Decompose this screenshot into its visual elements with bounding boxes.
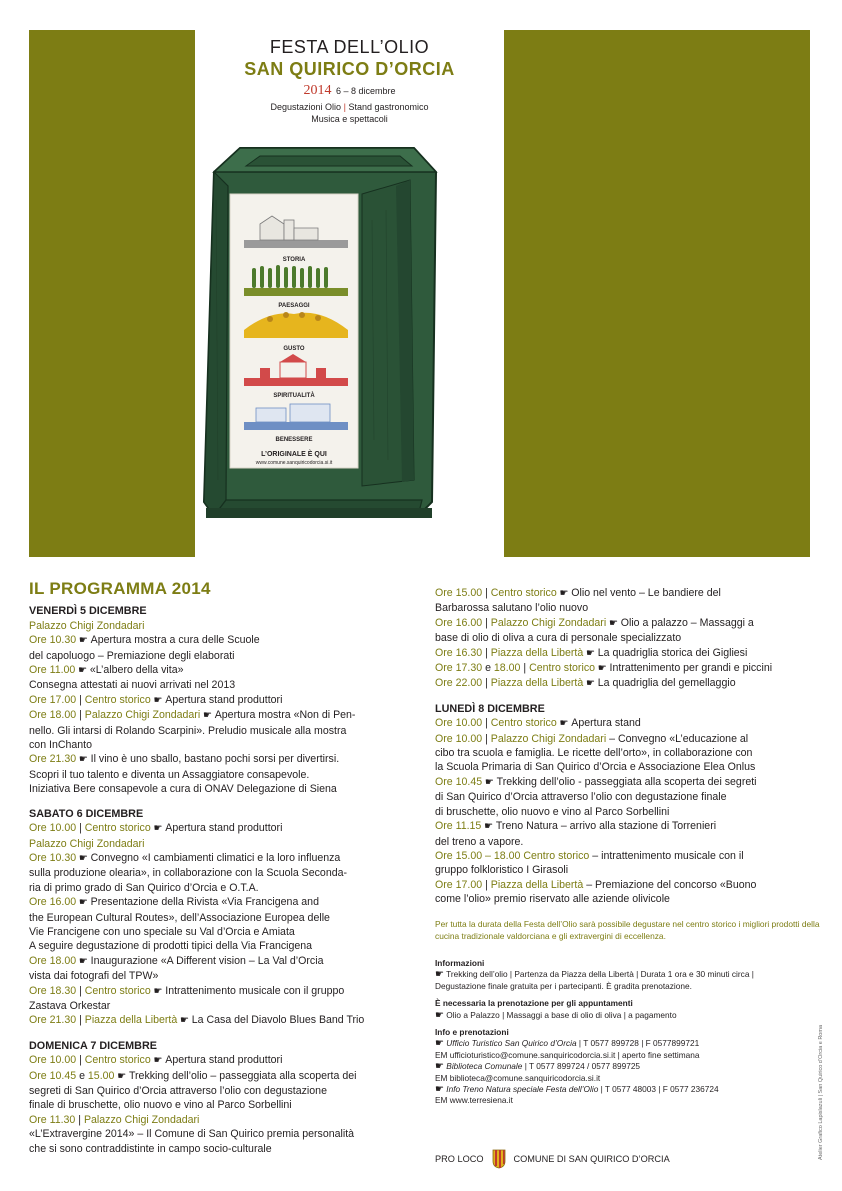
event-text: la Scuola Primaria di San Quirico d’Orcia e Associazione Elea Onlus: [435, 761, 756, 774]
event-text: Inaugurazione «A Different vision – La Val d’Orcia: [90, 954, 324, 967]
contact-phone: | T 0577 899728 | F 0577899721: [578, 1038, 700, 1049]
event-text: del treno a vapore.: [435, 835, 524, 848]
label-storia: STORIA: [282, 257, 306, 263]
day-monday: [435, 702, 825, 907]
event-line: [435, 601, 825, 615]
event-text: finale di bruschette, olio nuovo e vino al Parco Sorbellini: [29, 1099, 292, 1112]
event-place: Palazzo Chigi Zondadari: [83, 1113, 200, 1126]
event-text: Apertura stand: [571, 717, 641, 730]
day-title: DOMENICA 7 DICEMBRE: [29, 1039, 157, 1052]
event-time: Ore 10.00: [29, 822, 77, 835]
event-line: [435, 775, 825, 790]
event-text: Intrattenimento musicale con il gruppo: [165, 984, 345, 997]
hand-pointer-icon: ☛: [150, 985, 166, 997]
event-line: [29, 782, 409, 796]
day-title: LUNEDÌ 8 DICEMBRE: [435, 702, 545, 715]
event-place: Piazza della Libertà: [84, 1014, 178, 1027]
footer-logos: [435, 1149, 815, 1169]
event-text: Consegna attestati ai nuovi arrivati nel 2013: [29, 679, 236, 692]
event-text: segreti di San Quirico d’Orcia attraverso l’olio con degustazione: [29, 1085, 327, 1097]
event-line: [435, 805, 825, 819]
event-line: [435, 819, 825, 834]
event-time: Ore 16.30: [435, 646, 483, 659]
event-time: Ore 18.00: [29, 709, 77, 722]
olive-panel-right: [504, 30, 810, 557]
event-time: Ore 15.00 – 18.00 Centro storico: [435, 849, 590, 862]
event-line: Ore 18.30 | Centro storico ☛ Intrattenimento musicale con il gruppo: [29, 984, 345, 997]
event-text: ria di primo grado di San Quirico d’Orcia e O.T.A.: [29, 881, 259, 894]
event-line: Ore 10.00 | Palazzo Chigi Zondadari – Convegno «L’educazione al: [435, 732, 749, 745]
hand-pointer-icon: ☛: [76, 635, 91, 647]
event-place: Centro storico: [84, 984, 151, 997]
event-place: Centro storico: [84, 1054, 151, 1067]
hand-pointer-icon: ☛: [583, 647, 598, 659]
event-line: [29, 724, 409, 738]
olive-panel-left: [29, 30, 195, 557]
event-line: [29, 678, 409, 692]
event-time: Ore 11.15: [435, 820, 482, 833]
hand-pointer-icon: ☛: [482, 776, 497, 788]
event-time: Ore 21.30: [29, 1014, 77, 1027]
hand-pointer-icon: ☛: [150, 1055, 166, 1067]
event-time: Ore 11.30: [29, 1113, 76, 1126]
event-text: sulla produzione olearia», in collaborazione con la Scuola Seconda-: [29, 867, 348, 880]
event-text: Trekking dell’olio - passeggiata alla scoperta dei segreti: [496, 775, 757, 788]
event-text: del capoluogo – Premiazione degli elaborati: [29, 649, 235, 662]
event-text: Olio a palazzo – Massaggi a: [620, 616, 754, 629]
event-line: [29, 881, 409, 895]
program-right-column: [435, 586, 825, 917]
hand-pointer-icon: ☛: [150, 694, 166, 706]
event-line: [435, 746, 825, 760]
festival-location: SAN QUIRICO D’ORCIA: [244, 59, 455, 79]
event-place: Piazza della Libertà: [490, 646, 584, 659]
event-time: Ore 10.30: [29, 851, 77, 864]
event-time: Ore 10.00: [435, 717, 483, 730]
event-place: Palazzo Chigi Zondadari: [490, 732, 607, 745]
event-line: [29, 954, 409, 969]
hand-pointer-icon: ☛: [114, 1070, 129, 1082]
event-text: Barbarossa salutano l’olio nuovo: [435, 602, 589, 615]
event-text: La quadriglia storica dei Gigliesi: [597, 646, 748, 659]
day-saturday: [29, 807, 409, 1029]
event-text: di bruschette, olio nuovo e vino al Parco Sorbellini: [435, 805, 670, 818]
contacts-heading: Info e prenotazioni: [435, 1027, 509, 1038]
hand-pointer-icon: ☛: [76, 754, 91, 766]
event-text: base di olio di oliva a cura di personale specializzato: [435, 632, 682, 645]
event-text: Scopri il tuo talento e diventa un Assaggiatore consapevole.: [29, 768, 310, 781]
food-note: Per tutta la durata della Festa dell’Olio sarà possibile degustare nel centro storico i migliori prodotti della cucina tradizionale valdorciana e gli extravergini di eccellenza.: [435, 919, 820, 941]
event-time: Ore 11.00: [29, 664, 76, 677]
event-text: «L’Extravergine 2014» – Il Comune di San Quirico premia personalità: [29, 1128, 355, 1141]
event-line: [29, 1127, 409, 1141]
label-gusto: GUSTO: [283, 346, 305, 352]
booking-heading: È necessaria la prenotazione per gli appuntamenti: [435, 998, 633, 1009]
trek-info: Trekking dell’olio | Partenza da Piazza della Libertà | Durata 1 ora e 30 minuti circa |: [446, 969, 754, 980]
event-text: gruppo folkloristico I Girasoli: [435, 864, 569, 877]
hand-pointer-icon: ☛: [150, 823, 166, 835]
event-time: Ore 16.00: [435, 616, 483, 629]
info-heading: Informazioni: [435, 958, 485, 968]
event-line: [435, 790, 825, 804]
hand-pointer-icon: ☛: [595, 663, 610, 675]
event-line: [435, 835, 825, 849]
label-spiritualita: SPIRITUALITÀ: [273, 393, 315, 399]
event-time: Ore 18.00: [29, 954, 77, 967]
event-text: Apertura mostra a cura delle Scuole: [90, 634, 260, 647]
festival-year: 2014: [303, 83, 332, 98]
event-line: [435, 863, 825, 877]
subtitle-line2: Musica e spettacoli: [311, 114, 388, 124]
event-time: Ore 17.00: [29, 693, 77, 706]
contact-name: Info Treno Natura speciale Festa dell’Olio: [446, 1084, 599, 1095]
pro-loco-label: PRO LOCO: [435, 1154, 484, 1164]
event-text: Vie Francigene con uno speciale su Val d’Orcia e Amiata: [29, 925, 295, 938]
hand-pointer-icon: ☛: [606, 617, 621, 629]
label-benessere: BENESSERE: [275, 437, 313, 443]
event-text: La Casa del Diavolo Blues Band Trio: [191, 1014, 365, 1027]
event-line: Ore 11.30 | Palazzo Chigi Zondadari: [29, 1113, 200, 1126]
event-line: [435, 849, 825, 863]
event-time: Ore 10.30: [29, 634, 77, 647]
event-text: Presentazione della Rivista «Via Francigena and: [90, 896, 319, 909]
hand-pointer-icon: ☛: [435, 969, 444, 981]
event-text: che si sono contraddistinte in campo socio-culturale: [29, 1142, 272, 1155]
event-text: – intrattenimento musicale con il: [592, 849, 744, 862]
hand-pointer-icon: ☛: [435, 1009, 444, 1021]
event-line: [435, 892, 825, 906]
event-line: Ore 21.30 | Piazza della Libertà ☛ La Casa del Diavolo Blues Band Trio: [29, 1014, 365, 1027]
event-place: Piazza della Libertà: [490, 677, 584, 690]
day-title: VENERDÌ 5 DICEMBRE: [29, 605, 147, 618]
trek-info-2: Degustazione finale gratuita per i partecipanti. È gradita prenotazione.: [435, 980, 692, 991]
event-line: Ore 10.00 | Centro storico ☛ Apertura stand produttori: [29, 822, 283, 835]
event-place: Piazza della Libertà: [490, 878, 584, 891]
event-line: [29, 925, 409, 939]
contact-email[interactable]: EM ufficioturistico@comune.sanquiricodorcia.si.it | aperto fine settimana: [435, 1049, 700, 1060]
contact-phone: | T 0577 899724 / 0577 899725: [524, 1061, 641, 1072]
can-url: www.comune.sanquiricodorcia.si.it: [255, 460, 333, 466]
event-text: Trekking dell’olio – passeggiata alla scoperta dei: [128, 1069, 357, 1082]
event-line: Ore 17.00 | Piazza della Libertà – Premiazione del concorso «Buono: [435, 878, 757, 891]
event-line: Ore 17.30 e 18.00 | Centro storico ☛ Intrattenimento per grandi e piccini: [435, 662, 773, 675]
event-text: come l’olio» premio riservato alle aziende olivicole: [435, 893, 670, 906]
event-time: Ore 15.00: [435, 587, 483, 599]
event-line: [29, 649, 409, 663]
event-text: – Convegno «L’educazione al: [609, 732, 749, 745]
event-line: Ore 10.00 | Centro storico ☛ Apertura stand produttori: [29, 1054, 283, 1067]
event-time: Ore 10.45: [29, 1069, 77, 1082]
event-text: the European Cultural Routes», dell’Associazione Europea delle: [29, 911, 330, 924]
event-line: [29, 895, 409, 910]
festival-header: [195, 36, 504, 125]
event-line: [29, 851, 409, 866]
hand-pointer-icon: ☛: [76, 955, 91, 967]
event-line: [29, 939, 409, 953]
event-line: [29, 969, 409, 983]
event-line: [29, 1084, 409, 1098]
event-line: Ore 10.45 e 15.00 ☛ Trekking dell’olio – passeggiata alla scoperta dei: [29, 1069, 357, 1082]
subtitle-part2: Stand gastronomico: [348, 102, 429, 112]
event-line: Ore 15.00 | Centro storico ☛ Olio nel vento – Le bandiere del: [435, 587, 721, 599]
event-text: Apertura mostra «Non di Pen-: [214, 709, 356, 722]
event-place: Palazzo Chigi Zondadari: [84, 709, 201, 722]
event-text: Apertura stand produttori: [165, 693, 283, 706]
event-text: – Premiazione del concorso «Buono: [586, 878, 757, 891]
label-paesaggi: PAESAGGI: [278, 303, 310, 309]
event-place: Centro storico: [84, 693, 151, 706]
booking-line: Olio a Palazzo | Massaggi a base di olio di oliva | a pagamento: [446, 1009, 677, 1020]
event-place: Centro storico: [84, 822, 151, 835]
event-text: nello. Gli intarsi di Rolando Scarpini». Preludio musicale alla mostra: [29, 724, 347, 737]
event-text: Apertura stand produttori: [165, 1054, 283, 1067]
event-text: vista dai fotografi del TPW»: [29, 970, 159, 983]
festival-dates: 6 – 8 dicembre: [335, 86, 396, 96]
event-text: Olio nel vento – Le bandiere del: [571, 587, 721, 599]
event-text: Zastava Orkestar: [29, 999, 111, 1012]
event-line: [29, 633, 409, 648]
event-text: cibo tra scuola e famiglia. Le ricette dell’orto», in collaborazione con: [435, 747, 753, 760]
hand-pointer-icon: ☛: [481, 821, 496, 833]
hand-pointer-icon: ☛: [177, 1015, 192, 1027]
hand-pointer-icon: ☛: [76, 852, 91, 864]
event-line: [29, 752, 409, 767]
hand-pointer-icon: ☛: [200, 710, 215, 722]
contact-website[interactable]: EM www.terresiena.it: [435, 1095, 513, 1106]
event-time: Ore 21.30: [29, 753, 77, 766]
event-line: Ore 22.00 | Piazza della Libertà ☛ La quadriglia del gemellaggio: [435, 677, 736, 690]
event-text: Convegno «I cambiamenti climatici e la loro influenza: [90, 851, 341, 864]
can-slogan: L’ORIGINALE È QUI: [261, 451, 327, 458]
event-time: Ore 17.30: [435, 662, 483, 675]
festival-title: FESTA DELL’OLIO: [269, 37, 430, 57]
event-time: Ore 10.00: [435, 732, 483, 745]
hand-pointer-icon: ☛: [583, 678, 598, 690]
event-line: [29, 768, 409, 782]
event-venue: Palazzo Chigi Zondadari: [29, 837, 145, 850]
hand-pointer-icon: ☛: [556, 588, 572, 599]
event-time: Ore 17.00: [435, 878, 483, 891]
event-time: 18.00: [493, 662, 521, 675]
event-text: Apertura stand produttori: [165, 822, 283, 835]
event-line: [29, 738, 409, 752]
event-line: [29, 999, 409, 1013]
event-time: Ore 10.00: [29, 1054, 77, 1067]
event-time: Ore 18.30: [29, 984, 77, 997]
event-line: [29, 837, 409, 851]
event-line: [29, 1098, 409, 1112]
event-line: Ore 16.00 | Palazzo Chigi Zondadari ☛ Olio a palazzo – Massaggi a: [435, 616, 754, 629]
oil-can-illustration: [200, 140, 440, 530]
event-place: Centro storico: [529, 662, 596, 675]
info-section: [435, 958, 825, 1107]
event-time: Ore 10.45: [435, 775, 483, 788]
day-friday: [29, 604, 409, 796]
event-text: La quadriglia del gemellaggio: [597, 677, 736, 690]
event-line: [29, 1142, 409, 1156]
event-text: A seguire degustazione di prodotti tipici della Via Francigena: [29, 940, 313, 953]
contact-name: Biblioteca Comunale: [446, 1061, 523, 1072]
event-text: con InChanto: [29, 739, 93, 752]
event-text: Il vino è uno sballo, bastano pochi sorsi per divertirsi.: [90, 753, 340, 766]
event-line: [29, 911, 409, 925]
contact-phone: | T 0577 48003 | F 0577 236724: [600, 1084, 719, 1095]
municipal-coat-of-arms-icon: [492, 1149, 506, 1169]
hand-pointer-icon: ☛: [75, 665, 90, 677]
event-text: Treno Natura – arrivo alla stazione di Torrenieri: [495, 820, 717, 833]
hand-pointer-icon: ☛: [435, 1084, 444, 1096]
event-line: Ore 18.00 | Palazzo Chigi Zondadari ☛ Apertura mostra «Non di Pen-: [29, 709, 356, 722]
program-title: IL PROGRAMMA 2014: [29, 579, 211, 598]
event-line: [435, 760, 825, 774]
municipality-label: COMUNE DI SAN QUIRICO D’ORCIA: [513, 1154, 670, 1164]
venue: Palazzo Chigi Zondadari: [29, 619, 145, 632]
day-sunday: [29, 1039, 409, 1156]
hand-pointer-icon: ☛: [556, 718, 572, 730]
event-line: [29, 663, 409, 678]
contact-name: Ufficio Turistico San Quirico d’Orcia: [446, 1038, 577, 1049]
event-line: Ore 10.00 | Centro storico ☛ Apertura stand: [435, 717, 641, 730]
event-time: 15.00: [87, 1069, 115, 1082]
event-place: Centro storico: [490, 587, 557, 599]
event-place: Palazzo Chigi Zondadari: [490, 616, 607, 629]
subtitle-separator: |: [343, 102, 346, 112]
subtitle-part1: Degustazioni Olio: [270, 102, 342, 112]
event-time: Ore 16.00: [29, 896, 77, 909]
hand-pointer-icon: ☛: [76, 897, 91, 909]
day-sunday-continued: [435, 586, 825, 692]
event-line: [29, 866, 409, 880]
event-time: Ore 22.00: [435, 677, 483, 690]
contact-email[interactable]: EM biblioteca@comune.sanquiricodorcia.si.it: [435, 1072, 601, 1083]
event-line: Ore 16.30 | Piazza della Libertà ☛ La quadriglia storica dei Gigliesi: [435, 646, 748, 659]
event-text: Iniziativa Bere consapevole a cura di ONAV Delegazione di Siena: [29, 783, 337, 796]
event-text: Intrattenimento per grandi e piccini: [609, 662, 773, 675]
program-left-column: [29, 579, 409, 1166]
event-line: [435, 631, 825, 645]
hand-pointer-icon: ☛: [435, 1038, 444, 1050]
event-text: di San Quirico d’Orcia attraverso l’olio con degustazione finale: [435, 791, 727, 804]
day-title: SABATO 6 DICEMBRE: [29, 807, 144, 820]
hand-pointer-icon: ☛: [435, 1061, 444, 1073]
event-text: «L’albero della vita»: [89, 664, 184, 677]
event-place: Centro storico: [490, 717, 557, 730]
event-line: Ore 17.00 | Centro storico ☛ Apertura stand produttori: [29, 693, 283, 706]
